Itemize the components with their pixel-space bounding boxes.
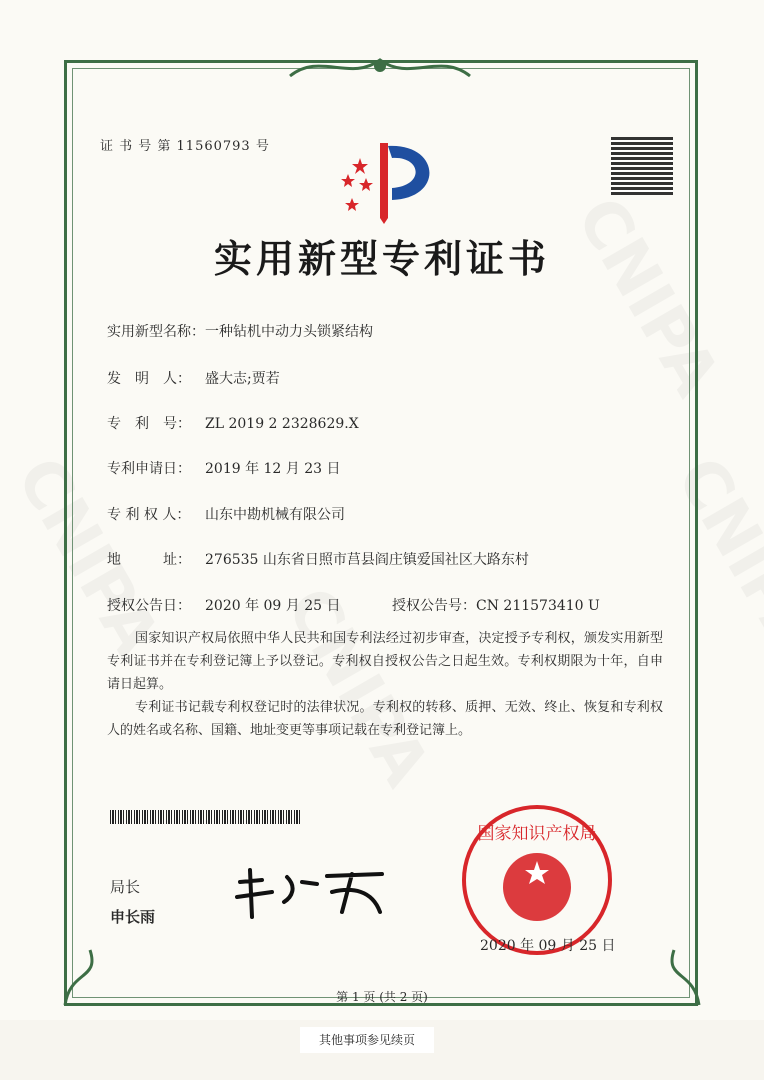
certificate-number: 证 书 号 第 11560793 号: [100, 139, 270, 154]
barcode: [110, 810, 300, 824]
svg-text:国家知识产权局: 国家知识产权局: [477, 824, 597, 844]
seal-date: 2020 年 09 月 25 日: [480, 938, 616, 954]
field-address: 地 址： 276535 山东省日照市莒县阎庄镇爱国社区大路东村: [107, 552, 529, 568]
field-grant-date: 授权公告日： 2020 年 09 月 25 日: [107, 598, 341, 614]
qr-code[interactable]: [611, 137, 673, 195]
continuation-note: 其他事项参见续页: [300, 1027, 434, 1053]
paragraph: 国家知识产权局依照中华人民共和国专利法经过初步审查，决定授予专利权，颁发实用新型专利证书并在专利登记簿上予以登记。专利权自授权公告之日起生效。专利权期限为十年，自申请日起算。: [107, 631, 663, 692]
field-patent-number: 专 利 号： ZL 2019 2 2328629.X: [107, 416, 359, 432]
certificate-text: [107, 627, 663, 742]
national-emblem-icon: [466, 809, 608, 951]
field-announcement-number: 授权公告号：CN 211573410 U: [392, 598, 600, 614]
page-indicator: 第 1 页 (共 2 页): [336, 990, 428, 1004]
ornament-top: [280, 52, 480, 86]
signatory-title: 局长: [110, 878, 141, 896]
paragraph: 专利证书记载专利权登记时的法律状况。专利权的转移、质押、无效、终止、恢复和专利权人的姓名或名称、国籍、地址变更等事项记载在专利登记簿上。: [107, 700, 663, 738]
signature: [232, 862, 392, 922]
signatory-name: 申长雨: [110, 908, 156, 926]
page-title: 实用新型专利证书: [213, 236, 550, 281]
field-patentee: 专 利 权 人： 山东中勘机械有限公司: [107, 507, 345, 523]
cnipa-logo: [330, 138, 440, 224]
official-seal: [462, 805, 612, 955]
field-filing-date: 专利申请日： 2019 年 12 月 23 日: [107, 461, 341, 477]
field-name: 实用新型名称：一种钻机中动力头锁紧结构: [107, 324, 373, 340]
field-inventor: 发 明 人： 盛大志;贾若: [107, 371, 280, 387]
